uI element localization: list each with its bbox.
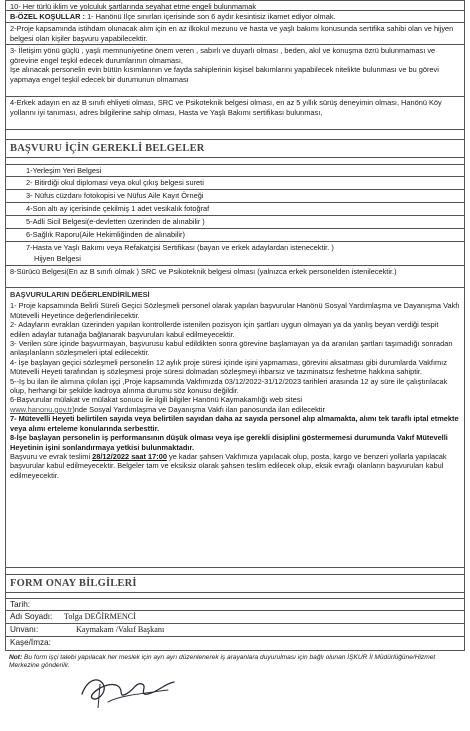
evaluation-item-4: 4- İşe başlayan geçici sözleşmeli personelin 12 aylık proje süresi içinde işini yapmaması, görevini aksatması gibi durumlarda Vakfımız Mütevelli Heyeti tarafından iş sözleşmesi proje süresi dolmadan sözleşmeyi ihbarsız ve tazminatsız feshetme hakkına sahiptir. bbox=[10, 357, 447, 377]
title-label: Unvanı: bbox=[10, 625, 39, 634]
required-documents-heading: BAŞVURU İÇİN GEREKLİ BELGELER bbox=[5, 139, 465, 158]
special-condition-1 bbox=[5, 11, 465, 23]
document-item: 3- Nüfus cüzdanı fotokopisi ve Nüfus Aile Kayıt Örneği bbox=[5, 190, 465, 203]
evaluation-item-8: 8-İşe başlayan personelin iş performansının düşük olması veya işe gerekli disiplini göstermemesi durumunda Vakıf Mütevelli Heyetinin işini sonlandırmaya yetkisi bulunmaktadır. bbox=[10, 433, 448, 452]
evaluation-item-5: 5--İş bu ilan ile alımına çıkılan işçi ,Proje kapsamında Vakfımızda 03/12/2022-31/12/2023 tarihleri arasında 12 ay süre ile çalıştırılacak olup, herhangi bir şekilde kadroya alınma durumu söz konusu değildir. bbox=[10, 376, 448, 396]
document-item: 2- Bitirdiği okul diplomasi veya okul çıkış belgesi sureti bbox=[5, 177, 465, 190]
stamp-signature-label: Kaşe/İmza: bbox=[10, 638, 51, 647]
document-item: 4-Son altı ay içerisinde çekilmiş 1 adet vesikalık fotoğraf bbox=[5, 203, 465, 216]
evaluation-section bbox=[5, 288, 465, 568]
website-link[interactable]: www.hanonu.gov.tr bbox=[10, 404, 73, 414]
special-conditions-heading: B-ÖZEL KOŞULLAR : bbox=[10, 12, 88, 21]
title-value: Kaymakam /Vakıf Başkanı bbox=[76, 625, 165, 634]
signature-graphic bbox=[78, 672, 188, 712]
name-row bbox=[5, 611, 465, 624]
title-row bbox=[5, 624, 465, 637]
special-condition-4-text: 4-Erkek adayın en az B sınıfı ehliyeti olması, SRC ve Psikoteknik belgesi olması, en az 5 yıllık sürüş deneyimin olması, Hanönü Köy yollarını iyi tanıması, adres bilgilerine sahip olması, Hasta ve Yaşlı Bakımı sertifikası bulunması, bbox=[10, 98, 442, 117]
evaluation-heading: BAŞVURULARIN DEĞERLENDİRİLMESİ bbox=[10, 290, 150, 299]
special-condition-4 bbox=[5, 97, 465, 130]
condition-10 bbox=[5, 0, 465, 11]
document-item: 1-Yerleşim Yeri Belgesi bbox=[5, 164, 465, 177]
date-label: Tarih: bbox=[10, 600, 31, 609]
document-item-8-text: 8-Sürücü Belgesi(En az B sınıfı olmak ) SRC ve Psikoteknik belgesi olması (yalnızca erkek personelden istenilecektir.) bbox=[10, 267, 397, 276]
footer-note bbox=[5, 651, 465, 673]
name-label: Adı Soyadı: bbox=[10, 612, 53, 621]
evaluation-item-6-text: 6-Başvurular mülakat ve mülakat sonucu ile ilgili bilgiler Hanönü Kaymakamlığı web sitesi bbox=[10, 395, 303, 405]
document-item-7 bbox=[5, 242, 465, 266]
note-prefix: Not: bbox=[9, 654, 25, 661]
special-condition-3 bbox=[5, 45, 465, 97]
evaluation-item-2: 2- Adayların evrakları üzerinden yapılan kontrollerde istenilen pozisyon için şartları uygun olmayan ya da yanlış beyan verdiği tespit edilen adaylar tutanağa bağlanarak başvuruları kabul edilmeyecektir. bbox=[10, 320, 439, 339]
special-condition-2-text: 2-Proje kapsamında istihdam olunacak alım için en az ilkokul mezunu ve hasta ve yaşlı bakımı konusunda sertifika sahibi olan ve hijyen belgesi olan kişiler başvuru yapabilecektir. bbox=[10, 24, 454, 43]
evaluation-item-9 bbox=[10, 452, 460, 480]
spacer bbox=[5, 130, 465, 139]
evaluation-item-6-text-end: )nde Sosyal Yardımlaşma ve Dayanışma Vakfı ilan panosunda ilan edilecektir bbox=[72, 404, 325, 414]
application-text-b: ye kadar şahsen Vakfımıza yapılacak olup, posta, kargo ve benzeri yollarla yapılacak başvurular kabul edilmeyecektir. Belgeler tam ve eksiksiz olarak şahsen teslim edilecek olup, eksik evrağı olanların başvuruları kabul edilmeyecektir. bbox=[10, 451, 447, 480]
evaluation-item-6 bbox=[10, 395, 460, 414]
special-condition-3b-text: İşe alınacak personelin evin bütün kısımlarının ve fayda sahiplerinin kişisel bakımlarını yapabilecek nitelikte bulunması ve bu görevi yapmaya engel teşkil edecek bir durumunun olmaması bbox=[10, 65, 439, 84]
special-condition-3a-text: 3- İletişim yönü güçlü , yaşlı memnuniyetine önem veren , sabırlı ve duyarlı olması , beden, akıl ve konuşma özrü bulunmaması ve görevine engel teşkil edecek durumlarının olmaması, bbox=[10, 46, 436, 65]
special-condition-2 bbox=[5, 23, 465, 45]
document-item-7-text: 7-Hasta ve Yaşlı Bakımı veya Refakatçisi Sertifikası (bayan ve erkek adaylardan istenecektir. ) bbox=[26, 243, 334, 252]
note-text: Bu form işçi talebi yapılacak her meslek için ayrı ayrı düzenlenerek iş arayanlara duyurulması için bağlı olunan İŞKUR İl Müdürlüğüne/Hizmet Merkezine gönderilir. bbox=[9, 654, 436, 670]
document-item: 6-Sağlık Raporu(Aile Hekimliğinden de alınabilir) bbox=[5, 229, 465, 242]
document-item-8 bbox=[5, 266, 465, 288]
document-item-7-hygiene: Hijyen Belgesi bbox=[34, 253, 81, 263]
application-text-a: Başvuru ve evrak teslimi bbox=[10, 451, 93, 461]
stamp-signature-row bbox=[5, 637, 465, 651]
application-deadline: 28/12/2022 saat 17:00 bbox=[92, 451, 167, 461]
special-condition-1-text: 1- Hanönü İlçe sınırları içerisinde son 6 aydır kesintisiz ikamet ediyor olmak. bbox=[87, 12, 336, 21]
form-approval-heading: FORM ONAY BİLGİLERİ bbox=[5, 574, 465, 593]
required-documents-list bbox=[5, 164, 465, 288]
name-value: Tolga DEĞİRMENCİ bbox=[64, 612, 136, 621]
condition-10-text: 10- Her türlü iklim ve yolculuk şartlarında seyahat etme engeli bulunmamak bbox=[10, 2, 257, 11]
document-page bbox=[5, 0, 465, 673]
date-row bbox=[5, 598, 465, 611]
evaluation-item-1: 1- Proje kapsamında Belirli Süreli Geçici Sözleşmeli personel olarak yapılan başvurular Hanönü Sosyal Yardımlaşma ve Dayanışma Vakfı Mütevelli Heyetince değerlendirilecektir. bbox=[10, 301, 460, 320]
document-item: 5-Adli Sicil Belgesi(e-devletten üzerinden de alınabilir ) bbox=[5, 216, 465, 229]
evaluation-item-7: 7- Mütevelli Heyeti belirtilen sayıda veya belirtilen sayıdan daha az sayıda personel alıp almamakta, alımı tek taraflı iptal etmekte veya alımı erteleme konularında serbesttir. bbox=[10, 414, 459, 433]
evaluation-item-3: 3- Verilen süre içinde başvurmayan, başvurusu kabul edildikten sonra görevine başlamayan ya da aranılan şartları taşımadığı sonradan anlaşılanların sözleşmeleri iptal edilecektir. bbox=[10, 339, 453, 358]
